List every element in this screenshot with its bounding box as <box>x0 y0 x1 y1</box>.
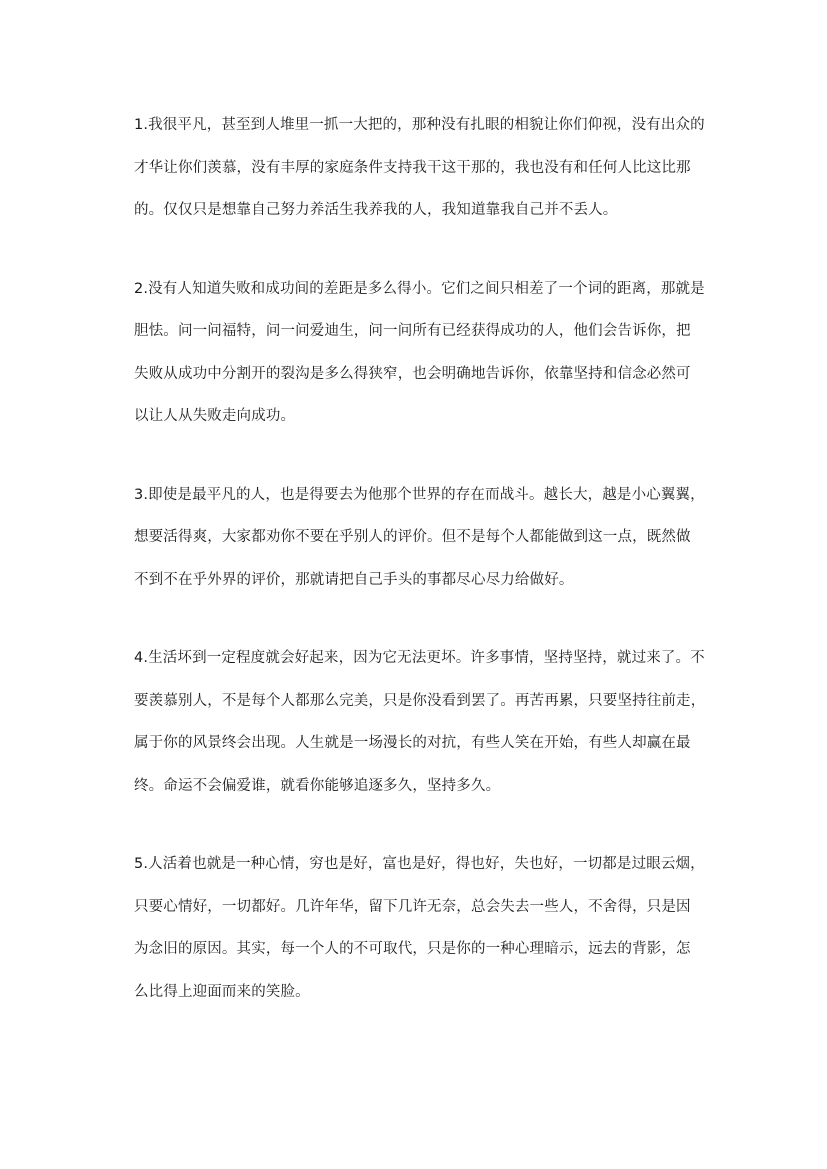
text-line: 3.即使是最平凡的人，也是得要去为他那个世界的存在而战斗。越长大，越是小心翼翼， <box>134 486 705 503</box>
text-line: 不到不在乎外界的评价，那就请把自己手头的事都尽心尽力给做好。 <box>134 571 574 588</box>
text-line: 以让人从失败走向成功。 <box>134 408 296 424</box>
text-line: 5.人活着也就是一种心情，穷也是好，富也是好，得也好，失也好，一切都是过眼云烟， <box>134 856 705 872</box>
text-line: 终。命运不会偏爱谁，就看你能够追逐多久，坚持多久。 <box>134 777 501 794</box>
text-line: 1.我很平凡，甚至到人堆里一抓一大把的，那种没有扎眼的相貌让你们仰视，没有出众的 <box>134 117 705 133</box>
text-line: 4.生活坏到一定程度就会好起来，因为它无法更坏。许多事情，坚持坚持，就过来了。不 <box>134 650 705 666</box>
text-line: 才华让你们羡慕，没有丰厚的家庭条件支持我干这干那的，我也没有和任何人比这比那 <box>134 159 691 176</box>
text-line: 为念旧的原因。其实，每一个人的不可取代，只是你的一种心理暗示，远去的背影，怎 <box>134 941 691 957</box>
text-line: 的。仅仅只是想靠自己努力养活生我养我的人，我知道靠我自己并不丢人。 <box>134 202 618 218</box>
paragraph-3 <box>134 474 705 602</box>
paragraph-4 <box>134 637 706 807</box>
text-line: 么比得上迎面而来的笑脸。 <box>134 983 310 1000</box>
text-line: 2.没有人知道失败和成功间的差距是多么得小。它们之间只相差了一个词的距离，那就是 <box>134 280 705 297</box>
text-line: 只要心情好，一切都好。几许年华，留下几许无奈，总会失去一些人，不舍得，只是因 <box>134 898 691 915</box>
text-line: 要羡慕别人，不是每个人都那么完美，只是你没看到罢了。再苦再累，只要坚持往前走， <box>134 692 706 709</box>
text-line: 胆怯。问一问福特，问一问爱迪生，问一问所有已经获得成功的人，他们会告诉你，把 <box>134 323 691 339</box>
text-line: 失败从成功中分割开的裂沟是多么得狭窄，也会明确地告诉你，依靠坚持和信念必然可 <box>134 365 691 382</box>
paragraph-5 <box>134 843 705 1013</box>
text-line: 想要活得爽，大家都劝你不要在乎别人的评价。但不是每个人都能做到这一点，既然做 <box>134 529 691 545</box>
text-line: 属于你的风景终会出现。人生就是一场漫长的对抗，有些人笑在开始，有些人却赢在最 <box>134 735 691 751</box>
paragraph-2 <box>134 268 705 438</box>
paragraph-1 <box>134 104 705 232</box>
